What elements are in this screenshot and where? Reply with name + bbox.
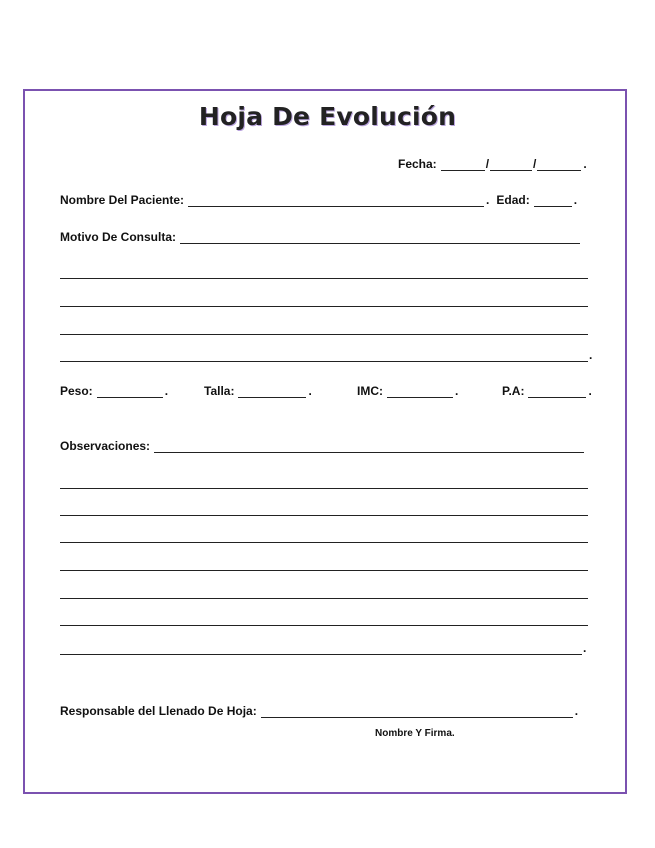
imc-row [357, 384, 458, 398]
firma-caption: Nombre Y Firma. [375, 728, 455, 739]
observaciones-label: Observaciones: [60, 439, 151, 453]
peso-row [60, 384, 168, 398]
motivo-field[interactable] [180, 232, 580, 244]
observaciones-line-4[interactable] [60, 570, 588, 571]
observaciones-field[interactable] [154, 441, 584, 453]
talla-period: . [308, 384, 312, 398]
fecha-slash-1: / [485, 157, 490, 171]
pa-period: . [588, 384, 592, 398]
peso-period: . [164, 384, 169, 398]
peso-label: Peso: [60, 384, 93, 398]
peso-field[interactable] [97, 386, 163, 398]
nombre-row [60, 193, 577, 207]
imc-field[interactable] [387, 386, 453, 398]
edad-field[interactable] [534, 195, 572, 207]
motivo-label: Motivo De Consulta: [60, 230, 176, 244]
motivo-line-3[interactable] [60, 334, 588, 335]
nombre-field[interactable] [188, 195, 484, 207]
observaciones-line-5[interactable] [60, 598, 588, 599]
fecha-year-field[interactable] [537, 159, 581, 171]
imc-label: IMC: [357, 384, 383, 398]
pa-field[interactable] [528, 386, 586, 398]
edad-period: . [573, 193, 578, 207]
observaciones-line-2[interactable] [60, 515, 588, 516]
motivo-end-period: . [589, 348, 593, 362]
nombre-period: . [486, 193, 490, 207]
motivo-line-1[interactable] [60, 278, 588, 279]
fecha-month-field[interactable] [490, 159, 532, 171]
responsable-field[interactable] [261, 706, 573, 718]
fecha-period: . [583, 157, 587, 171]
responsable-row [60, 704, 578, 718]
observaciones-line-6[interactable] [60, 625, 588, 626]
talla-row [204, 384, 312, 398]
responsable-label: Responsable del Llenado De Hoja: [60, 704, 257, 718]
fecha-label: Fecha: [398, 157, 437, 171]
edad-label: Edad: [496, 193, 530, 207]
observaciones-end-period: . [583, 641, 587, 655]
observaciones-row [60, 439, 585, 453]
fecha-row [398, 157, 587, 171]
fecha-slash-2: / [533, 157, 537, 171]
motivo-line-4[interactable] [60, 361, 588, 362]
form-title: Hoja De Evolución [198, 102, 457, 131]
fecha-day-field[interactable] [441, 159, 485, 171]
pa-row [502, 384, 592, 398]
motivo-line-2[interactable] [60, 306, 588, 307]
talla-label: Talla: [204, 384, 235, 398]
motivo-row [60, 230, 581, 244]
talla-field[interactable] [238, 386, 306, 398]
observaciones-line-3[interactable] [60, 542, 588, 543]
motivo-end-period-wrap [589, 348, 592, 362]
imc-period: . [455, 384, 459, 398]
responsable-period: . [574, 704, 579, 718]
pa-label: P.A: [502, 384, 525, 398]
observaciones-end-period-wrap [583, 641, 586, 655]
nombre-label: Nombre Del Paciente: [60, 193, 185, 207]
observaciones-line-7[interactable] [60, 654, 582, 655]
observaciones-line-1[interactable] [60, 488, 588, 489]
